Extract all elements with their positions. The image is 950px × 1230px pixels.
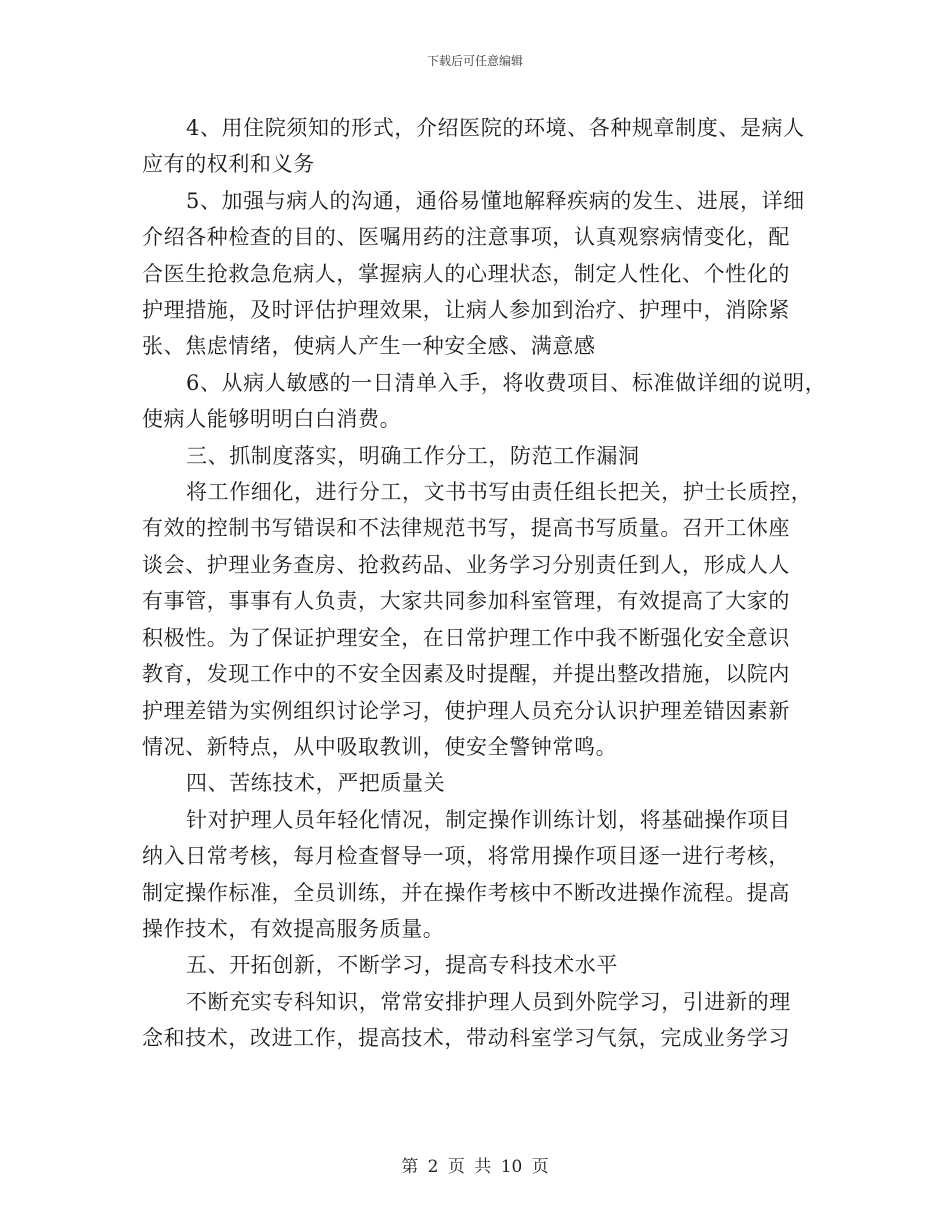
- section-heading-4: [142, 765, 822, 801]
- paragraph-section-5-body: [142, 984, 822, 1057]
- text-line: 谈会、护理业务查房、抢救药品、业务学习分别责任到人，形成人人: [142, 552, 790, 577]
- document-body: [142, 110, 827, 1057]
- heading-line: 三、抓制度落实，明确工作分工，防范工作漏洞: [186, 443, 640, 468]
- text-line: 合医生抢救急危病人，掌握病人的心理状态，制定人性化、个性化的: [142, 261, 790, 286]
- section-heading-3: [142, 438, 822, 474]
- section-heading-5: [142, 947, 822, 983]
- paragraph-item-5: [142, 183, 822, 365]
- paragraph-section-3-body: [142, 474, 822, 765]
- text-line: 情况、新特点，从中吸取教训，使安全警钟常鸣。: [142, 734, 618, 759]
- text-line: 护理措施，及时评估护理效果，让病人参加到治疗、护理中，消除紧: [142, 298, 790, 323]
- text-line: 使病人能够明明白白消费。: [142, 407, 402, 432]
- heading-line: 五、开拓创新，不断学习，提高专科技术水平: [186, 953, 618, 978]
- text-line: 有事管，事事有人负责，大家共同参加科室管理，有效提高了大家的: [142, 589, 790, 614]
- text-line: 积极性。为了保证护理安全，在日常护理工作中我不断强化安全意识: [142, 625, 790, 650]
- text-line: 念和技术，改进工作，提高技术，带动科室学习气氛，完成业务学习: [142, 1026, 790, 1051]
- text-line: 介绍各种检查的目的、医嘱用药的注意事项，认真观察病情变化，配: [142, 225, 790, 250]
- page-header: 下载后可任意编辑: [426, 54, 523, 68]
- text-line: 制定操作标准，全员训练，并在操作考核中不断改进操作流程。提高: [142, 880, 790, 905]
- text-line: 不断充实专科知识，常常安排护理人员到外院学习，引进新的理: [186, 989, 791, 1014]
- text-line: 5、加强与病人的沟通，通俗易懂地解释疾病的发生、进展，详细: [186, 188, 805, 213]
- text-line: 护理差错为实例组织讨论学习，使护理人员充分认识护理差错因素新: [142, 698, 790, 723]
- text-line: 针对护理人员年轻化情况，制定操作训练计划，将基础操作项目: [186, 807, 791, 832]
- text-line: 4、用住院须知的形式，介绍医院的环境、各种规章制度、是病人: [186, 116, 805, 140]
- text-line: 应有的权利和义务: [142, 152, 315, 177]
- paragraph-item-4: [142, 110, 822, 183]
- text-line: 将工作细化，进行分工，文书书写由责任组长把关，护士长质控，: [186, 480, 813, 505]
- text-line: 教育，发现工作中的不安全因素及时提醒，并提出整改措施，以院内: [142, 662, 790, 687]
- text-line: 有效的控制书写错误和不法律规范书写，提高书写质量。召开工休座: [142, 516, 790, 541]
- page-number: 第 2 页 共 10 页: [401, 1157, 549, 1177]
- text-line: 张、焦虑情绪，使病人产生一种安全感、满意感: [142, 334, 596, 359]
- text-line: 纳入日常考核，每月检查督导一项，将常用操作项目逐一进行考核，: [142, 844, 790, 869]
- heading-line: 四、苦练技术，严把质量关: [186, 771, 446, 796]
- paragraph-section-4-body: [142, 802, 822, 948]
- text-line: 6、从病人敏感的一日清单入手，将收费项目、标准做详细的说明，: [186, 370, 827, 395]
- paragraph-item-6: [142, 365, 827, 438]
- text-line: 操作技术，有效提高服务质量。: [142, 916, 445, 941]
